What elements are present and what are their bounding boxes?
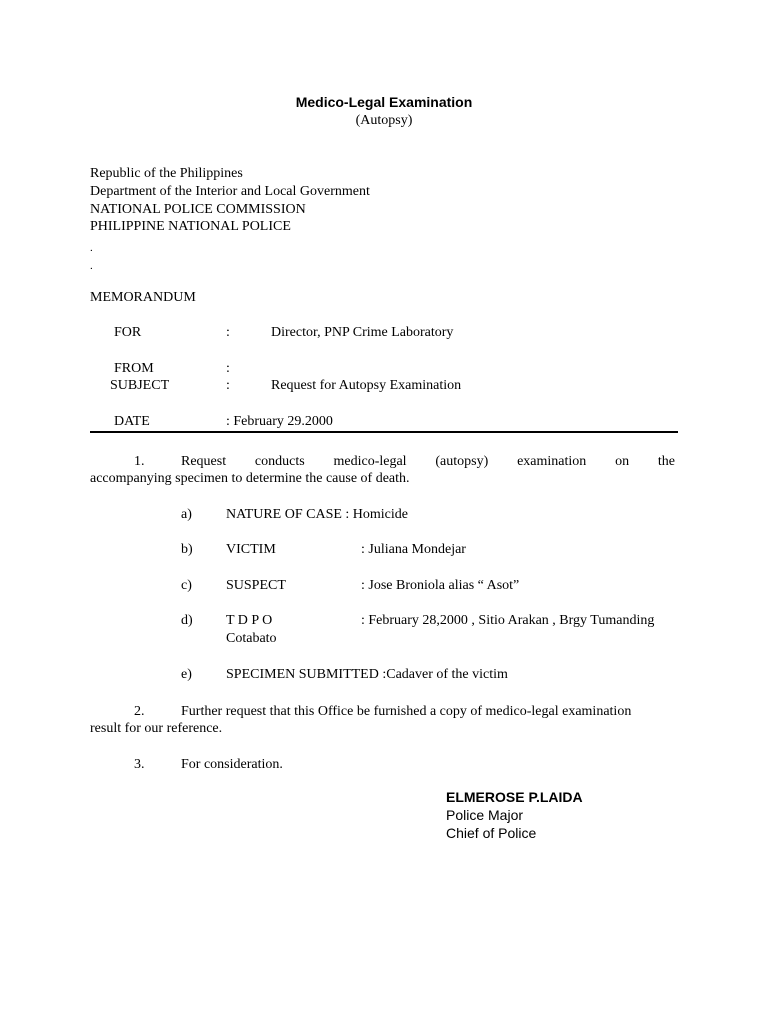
subject-value: Request for Autopsy Examination (271, 378, 462, 393)
item-c-value: : Jose Broniola alias “ Asot” (361, 578, 520, 593)
agency-line-2: Department of the Interior and Local Government (90, 184, 370, 199)
for-colon: : (226, 325, 230, 340)
date-value: : February 29.2000 (226, 414, 333, 429)
for-value: Director, PNP Crime Laboratory (271, 325, 454, 340)
item-b-value: : Juliana Mondejar (361, 542, 466, 557)
paragraph-1-line-1: Request conducts medico-legal (autopsy) examination on the (181, 454, 675, 469)
item-d-continuation: Cotabato (226, 631, 277, 646)
signatory-position: Chief of Police (446, 825, 537, 841)
from-label: FROM (114, 361, 154, 376)
paragraph-2-number: 2. (134, 704, 145, 719)
paragraph-3-number: 3. (134, 757, 145, 772)
item-a-letter: a) (181, 507, 192, 522)
item-b-letter: b) (181, 542, 193, 557)
paragraph-1-line-2: accompanying specimen to determine the cause of death. (90, 471, 410, 486)
dot-mark: . (90, 242, 93, 254)
date-label: DATE (114, 414, 150, 429)
item-e-text: SPECIMEN SUBMITTED :Cadaver of the victim (226, 667, 508, 682)
subject-label: SUBJECT (110, 378, 170, 393)
agency-line-4: PHILIPPINE NATIONAL POLICE (90, 219, 291, 234)
item-d-label: T D P O (226, 613, 273, 628)
for-label: FOR (114, 325, 142, 340)
item-d-value: : February 28,2000 , Sitio Arakan , Brgy Tumanding (361, 613, 655, 628)
signatory-rank: Police Major (446, 807, 524, 823)
item-c-letter: c) (181, 578, 192, 593)
item-c-label: SUSPECT (226, 578, 286, 593)
header-divider (90, 431, 678, 433)
item-a-text: NATURE OF CASE : Homicide (226, 507, 408, 522)
agency-line-1: Republic of the Philippines (90, 166, 243, 181)
document-subtitle: (Autopsy) (355, 113, 413, 128)
paragraph-3-text: For consideration. (181, 757, 283, 772)
item-b-label: VICTIM (226, 542, 276, 557)
paragraph-1-number: 1. (134, 454, 145, 469)
paragraph-2-line-1: Further request that this Office be furnished a copy of medico-legal examination (181, 704, 632, 719)
agency-line-3: NATIONAL POLICE COMMISSION (90, 202, 306, 217)
document-title: Medico-Legal Examination (295, 94, 473, 110)
paragraph-2-line-2: result for our reference. (90, 721, 223, 736)
from-colon: : (226, 361, 230, 376)
memorandum-heading: MEMORANDUM (90, 290, 196, 305)
signatory-name: ELMEROSE P.LAIDA (446, 789, 583, 805)
item-e-letter: e) (181, 667, 192, 682)
subject-colon: : (226, 378, 230, 393)
item-d-letter: d) (181, 613, 193, 628)
dot-mark: . (90, 260, 93, 272)
